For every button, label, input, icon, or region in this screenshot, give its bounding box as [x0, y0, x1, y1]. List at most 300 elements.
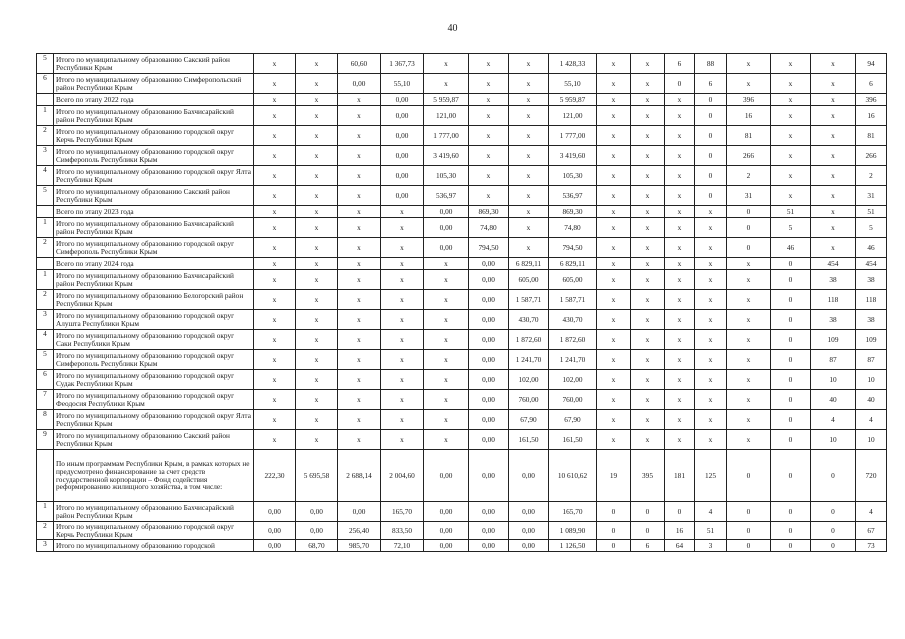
table-cell: x — [631, 390, 665, 410]
table-cell: 1 367,73 — [381, 54, 424, 74]
table-cell: x — [296, 410, 338, 430]
table-cell: x — [631, 258, 665, 270]
row-name: Итого по муниципальному образованию городской округ Симферополь Республики Крым — [54, 350, 254, 370]
table-cell: 55,10 — [381, 74, 424, 94]
table-cell: x — [665, 186, 695, 206]
table-cell: x — [338, 370, 381, 390]
table-cell: x — [631, 106, 665, 126]
table-cell: x — [811, 218, 856, 238]
table-cell: 430,70 — [549, 310, 597, 330]
table-cell: x — [254, 106, 296, 126]
table-cell: x — [631, 370, 665, 390]
table-cell: x — [296, 330, 338, 350]
row-number: 5 — [37, 54, 54, 74]
table-cell: x — [597, 270, 631, 290]
table-cell: 869,30 — [549, 206, 597, 218]
table-cell: 4 — [811, 410, 856, 430]
table-cell: x — [597, 106, 631, 126]
table-cell: x — [296, 166, 338, 186]
table-cell: x — [381, 206, 424, 218]
table-cell: 0 — [727, 450, 771, 502]
table-cell: 0,00 — [296, 522, 338, 540]
table-cell: 0 — [771, 258, 811, 270]
table-cell: 0 — [811, 522, 856, 540]
table-cell: x — [597, 54, 631, 74]
table-cell: 0 — [695, 146, 727, 166]
table-cell: 0 — [771, 450, 811, 502]
table-cell: 0,00 — [381, 126, 424, 146]
table-row — [37, 350, 887, 370]
table-cell: x — [296, 74, 338, 94]
table-cell: 55,10 — [549, 74, 597, 94]
table-cell: 0,00 — [254, 540, 296, 552]
table-cell: x — [338, 390, 381, 410]
table-cell: 0 — [771, 350, 811, 370]
table-cell: 5 959,87 — [424, 94, 469, 106]
table-cell: x — [338, 186, 381, 206]
table-cell: 0 — [631, 522, 665, 540]
table-cell: x — [381, 270, 424, 290]
row-name: Итого по муниципальному образованию городской округ Ялта Республики Крым — [54, 166, 254, 186]
table-cell: 161,50 — [549, 430, 597, 450]
table-cell: x — [296, 290, 338, 310]
table-cell: x — [597, 166, 631, 186]
table-cell: 165,70 — [549, 502, 597, 522]
table-cell: 46 — [856, 238, 887, 258]
table-cell: 256,40 — [338, 522, 381, 540]
table-cell: x — [665, 310, 695, 330]
table-cell: x — [338, 126, 381, 146]
table-cell: 430,70 — [509, 310, 549, 330]
table-cell: 1 089,90 — [549, 522, 597, 540]
table-row — [37, 390, 887, 410]
table-cell: 16 — [856, 106, 887, 126]
table-cell: 760,00 — [509, 390, 549, 410]
table-cell: 6 — [695, 74, 727, 94]
table-cell: 4 — [856, 502, 887, 522]
row-name: Итого по муниципальному образованию городской округ Ялта Республики Крым — [54, 410, 254, 430]
table-cell: 88 — [695, 54, 727, 74]
table-cell: 0,00 — [509, 540, 549, 552]
table-body — [37, 54, 887, 552]
row-name: Итого по муниципальному образованию Сакский район Республики Крым — [54, 186, 254, 206]
table-cell: x — [771, 166, 811, 186]
table-cell: x — [727, 74, 771, 94]
table-cell: 0 — [631, 502, 665, 522]
table-cell: x — [727, 390, 771, 410]
row-name: Итого по муниципальному образованию Белогорский район Республики Крым — [54, 290, 254, 310]
table-cell: 46 — [771, 238, 811, 258]
table-cell: x — [597, 238, 631, 258]
table-cell: x — [338, 106, 381, 126]
table-cell: x — [296, 370, 338, 390]
table-cell: x — [296, 390, 338, 410]
table-cell: x — [811, 238, 856, 258]
table-cell: x — [631, 146, 665, 166]
table-cell: 161,50 — [509, 430, 549, 450]
table-cell: 1 587,71 — [549, 290, 597, 310]
table-cell: 6 — [665, 54, 695, 74]
table-cell: x — [811, 94, 856, 106]
row-number: 3 — [37, 146, 54, 166]
table-cell: 10 — [856, 430, 887, 450]
table-row — [37, 270, 887, 290]
table-row — [37, 238, 887, 258]
table-cell: x — [509, 218, 549, 238]
table-cell: 121,00 — [549, 106, 597, 126]
row-name: Итого по муниципальному образованию городской округ Керчь Республики Крым — [54, 126, 254, 146]
table-cell: 0,00 — [469, 410, 509, 430]
table-cell: x — [254, 430, 296, 450]
table-row — [37, 206, 887, 218]
table-cell: x — [727, 310, 771, 330]
table-cell: 73 — [856, 540, 887, 552]
table-cell: 118 — [856, 290, 887, 310]
table-cell: x — [695, 270, 727, 290]
table-cell: x — [338, 166, 381, 186]
table-cell: x — [254, 206, 296, 218]
table-cell: 102,00 — [509, 370, 549, 390]
table-cell: 16 — [665, 522, 695, 540]
row-name: Итого по муниципальному образованию городской округ Керчь Республики Крым — [54, 522, 254, 540]
table-cell: x — [727, 290, 771, 310]
table-cell: x — [695, 370, 727, 390]
table-cell: 60,60 — [338, 54, 381, 74]
table-cell: 794,50 — [469, 238, 509, 258]
table-cell: x — [665, 330, 695, 350]
table-cell: 0,00 — [509, 522, 549, 540]
table-cell: 0,00 — [424, 218, 469, 238]
table-cell: x — [424, 290, 469, 310]
row-number: 4 — [37, 330, 54, 350]
table-cell: 5 — [856, 218, 887, 238]
table-cell: x — [469, 106, 509, 126]
table-cell: 0 — [771, 290, 811, 310]
table-cell: x — [631, 74, 665, 94]
table-cell: x — [254, 270, 296, 290]
row-name: Итого по муниципальному образованию Бахчисарайский район Республики Крым — [54, 502, 254, 522]
table-cell: x — [695, 390, 727, 410]
row-number: 1 — [37, 502, 54, 522]
table-cell: x — [296, 218, 338, 238]
table-cell: x — [509, 126, 549, 146]
table-cell: x — [597, 94, 631, 106]
table-cell: x — [381, 218, 424, 238]
table-cell: x — [665, 350, 695, 370]
table-cell: 40 — [811, 390, 856, 410]
table-cell: x — [509, 54, 549, 74]
table-cell: 0,00 — [381, 166, 424, 186]
table-cell: x — [665, 94, 695, 106]
table-row — [37, 74, 887, 94]
table-cell: 3 419,60 — [549, 146, 597, 166]
table-cell: x — [631, 430, 665, 450]
table-cell: 0 — [727, 522, 771, 540]
table-cell: x — [338, 94, 381, 106]
table-cell: x — [254, 186, 296, 206]
table-cell: 2 — [727, 166, 771, 186]
table-cell: x — [771, 54, 811, 74]
table-cell: x — [338, 206, 381, 218]
table-cell: x — [296, 430, 338, 450]
table-cell: x — [254, 330, 296, 350]
row-number — [37, 206, 54, 218]
table-cell: 0 — [727, 206, 771, 218]
table-cell: 51 — [771, 206, 811, 218]
row-number: 5 — [37, 350, 54, 370]
table-cell: 38 — [811, 270, 856, 290]
table-cell: 1 241,70 — [549, 350, 597, 370]
table-cell: x — [424, 370, 469, 390]
table-cell: 0 — [727, 218, 771, 238]
table-cell: 1 777,00 — [549, 126, 597, 146]
table-cell: 64 — [665, 540, 695, 552]
table-cell: 833,50 — [381, 522, 424, 540]
table-cell: x — [469, 126, 509, 146]
table-cell: x — [665, 410, 695, 430]
table-cell: x — [665, 238, 695, 258]
table-cell: x — [695, 430, 727, 450]
table-cell: x — [509, 94, 549, 106]
table-cell: x — [695, 290, 727, 310]
table-cell: 19 — [597, 450, 631, 502]
table-row — [37, 186, 887, 206]
row-name: Итого по муниципальному образованию городской — [54, 540, 254, 552]
table-cell: x — [631, 350, 665, 370]
table-cell: x — [597, 218, 631, 238]
table-cell: x — [381, 258, 424, 270]
table-cell: 0,00 — [509, 502, 549, 522]
table-cell: 0,00 — [338, 502, 381, 522]
table-cell: x — [631, 54, 665, 74]
table-cell: x — [631, 206, 665, 218]
table-cell: 0 — [811, 450, 856, 502]
table-row — [37, 94, 887, 106]
table-row — [37, 146, 887, 166]
table-cell: 121,00 — [424, 106, 469, 126]
row-number: 5 — [37, 186, 54, 206]
table-row — [37, 330, 887, 350]
table-cell: x — [771, 186, 811, 206]
table-cell: 16 — [727, 106, 771, 126]
table-cell: 5 959,87 — [549, 94, 597, 106]
table-cell: x — [771, 106, 811, 126]
table-cell: 0 — [695, 106, 727, 126]
table-cell: x — [338, 270, 381, 290]
row-number — [37, 258, 54, 270]
table-cell: x — [695, 218, 727, 238]
table-row — [37, 126, 887, 146]
table-cell: 5 695,58 — [296, 450, 338, 502]
table-cell: 118 — [811, 290, 856, 310]
table-cell: 0,00 — [469, 522, 509, 540]
table-cell: x — [338, 350, 381, 370]
table-cell: x — [665, 126, 695, 146]
table-cell: 0 — [727, 540, 771, 552]
table-cell: 6 — [856, 74, 887, 94]
row-number: 2 — [37, 522, 54, 540]
table-cell: 454 — [856, 258, 887, 270]
row-number: 8 — [37, 410, 54, 430]
table-cell: x — [727, 350, 771, 370]
row-name: Итого по муниципальному образованию городской округ Симферополь Республики Крым — [54, 238, 254, 258]
row-number: 1 — [37, 106, 54, 126]
table-row — [37, 166, 887, 186]
table-row — [37, 106, 887, 126]
table-cell: x — [509, 74, 549, 94]
table-cell: x — [381, 290, 424, 310]
table-cell: 4 — [856, 410, 887, 430]
table-cell: x — [727, 54, 771, 74]
table-row — [37, 54, 887, 74]
row-name: Итого по муниципальному образованию городской округ Феодосия Республики Крым — [54, 390, 254, 410]
table-cell: 720 — [856, 450, 887, 502]
table-cell: x — [469, 186, 509, 206]
table-cell: 0,00 — [469, 502, 509, 522]
table-cell: x — [597, 410, 631, 430]
table-cell: x — [509, 238, 549, 258]
table-cell: x — [424, 390, 469, 410]
table-cell: x — [727, 330, 771, 350]
table-cell: x — [665, 106, 695, 126]
table-cell: 266 — [727, 146, 771, 166]
table-cell: 3 — [695, 540, 727, 552]
table-cell: 0,00 — [424, 540, 469, 552]
table-cell: x — [665, 390, 695, 410]
table-cell: x — [509, 146, 549, 166]
table-cell: x — [338, 330, 381, 350]
table-cell: x — [597, 206, 631, 218]
table-row — [37, 290, 887, 310]
table-cell: 0 — [811, 540, 856, 552]
table-cell: 395 — [631, 450, 665, 502]
table-cell: x — [424, 310, 469, 330]
page-number: 40 — [447, 23, 458, 34]
table-cell: x — [296, 186, 338, 206]
table-cell: 0 — [727, 238, 771, 258]
table-cell: x — [727, 258, 771, 270]
table-cell: x — [665, 370, 695, 390]
table-cell: 0,00 — [469, 350, 509, 370]
table-cell: 0,00 — [424, 206, 469, 218]
table-cell: x — [695, 238, 727, 258]
table-cell: 1 428,33 — [549, 54, 597, 74]
table-cell: x — [338, 218, 381, 238]
table-cell: x — [424, 430, 469, 450]
table-cell: 40 — [856, 390, 887, 410]
table-cell: 38 — [811, 310, 856, 330]
table-cell: x — [509, 106, 549, 126]
table-cell: x — [254, 94, 296, 106]
table-cell: x — [695, 310, 727, 330]
table-cell: x — [381, 330, 424, 350]
table-cell: 81 — [727, 126, 771, 146]
table-cell: x — [665, 290, 695, 310]
table-cell: x — [254, 126, 296, 146]
table-cell: 0,00 — [469, 330, 509, 350]
table-cell: 605,00 — [509, 270, 549, 290]
row-name: Итого по муниципальному образованию городской округ Саки Республики Крым — [54, 330, 254, 350]
table-cell: x — [631, 166, 665, 186]
table-cell: x — [597, 258, 631, 270]
table-cell: x — [338, 238, 381, 258]
table-cell: x — [424, 350, 469, 370]
table-cell: 165,70 — [381, 502, 424, 522]
table-cell: x — [381, 370, 424, 390]
table-cell: 72,10 — [381, 540, 424, 552]
table-cell: 760,00 — [549, 390, 597, 410]
table-cell: 0 — [811, 502, 856, 522]
table-cell: 794,50 — [549, 238, 597, 258]
table-cell: x — [296, 126, 338, 146]
table-cell: 74,80 — [549, 218, 597, 238]
table-cell: 0 — [597, 540, 631, 552]
table-row — [37, 540, 887, 552]
table-cell: x — [597, 290, 631, 310]
table-cell: 31 — [727, 186, 771, 206]
row-name: Итого по муниципальному образованию Бахчисарайский район Республики Крым — [54, 270, 254, 290]
table-cell: 10 — [856, 370, 887, 390]
table-cell: x — [254, 290, 296, 310]
table-cell: x — [665, 270, 695, 290]
table-cell: x — [771, 74, 811, 94]
row-name: Итого по муниципальному образованию городской округ Алушта Республики Крым — [54, 310, 254, 330]
table-cell: 0 — [771, 330, 811, 350]
table-cell: x — [509, 186, 549, 206]
table-cell: x — [469, 54, 509, 74]
table-cell: x — [727, 430, 771, 450]
table-cell: 0 — [695, 126, 727, 146]
table-cell: 74,80 — [469, 218, 509, 238]
table-cell: x — [811, 186, 856, 206]
table-row — [37, 522, 887, 540]
row-number: 2 — [37, 126, 54, 146]
table-cell: 0,00 — [424, 502, 469, 522]
table-cell: 0,00 — [469, 390, 509, 410]
table-cell: 0,00 — [469, 450, 509, 502]
table-cell: x — [727, 270, 771, 290]
row-name: Итого по муниципальному образованию Симферопольский район Республики Крым — [54, 74, 254, 94]
table-cell: 6 829,11 — [549, 258, 597, 270]
table-cell: 67,90 — [549, 410, 597, 430]
row-number — [37, 450, 54, 502]
table-cell: x — [469, 166, 509, 186]
table-cell: x — [254, 390, 296, 410]
table-cell: x — [296, 206, 338, 218]
table-cell: 0,00 — [469, 540, 509, 552]
table-cell: 109 — [856, 330, 887, 350]
row-name: Всего по этапу 2024 года — [54, 258, 254, 270]
table-cell: 396 — [727, 94, 771, 106]
table-cell: 0,00 — [509, 450, 549, 502]
table-cell: x — [695, 258, 727, 270]
row-name: Всего по этапу 2023 года — [54, 206, 254, 218]
table-cell: 0 — [695, 166, 727, 186]
row-name: Итого по муниципальному образованию Сакский район Республики Крым — [54, 430, 254, 450]
table-cell: 6 829,11 — [509, 258, 549, 270]
table-cell: 1 587,71 — [509, 290, 549, 310]
table-cell: 0 — [665, 502, 695, 522]
table-cell: x — [254, 350, 296, 370]
table-cell: x — [338, 258, 381, 270]
table-row — [37, 258, 887, 270]
table-cell: 0 — [771, 502, 811, 522]
table-cell: 0,00 — [469, 430, 509, 450]
table-cell: x — [296, 146, 338, 166]
table-cell: 31 — [856, 186, 887, 206]
table-row — [37, 218, 887, 238]
table-cell: 4 — [695, 502, 727, 522]
